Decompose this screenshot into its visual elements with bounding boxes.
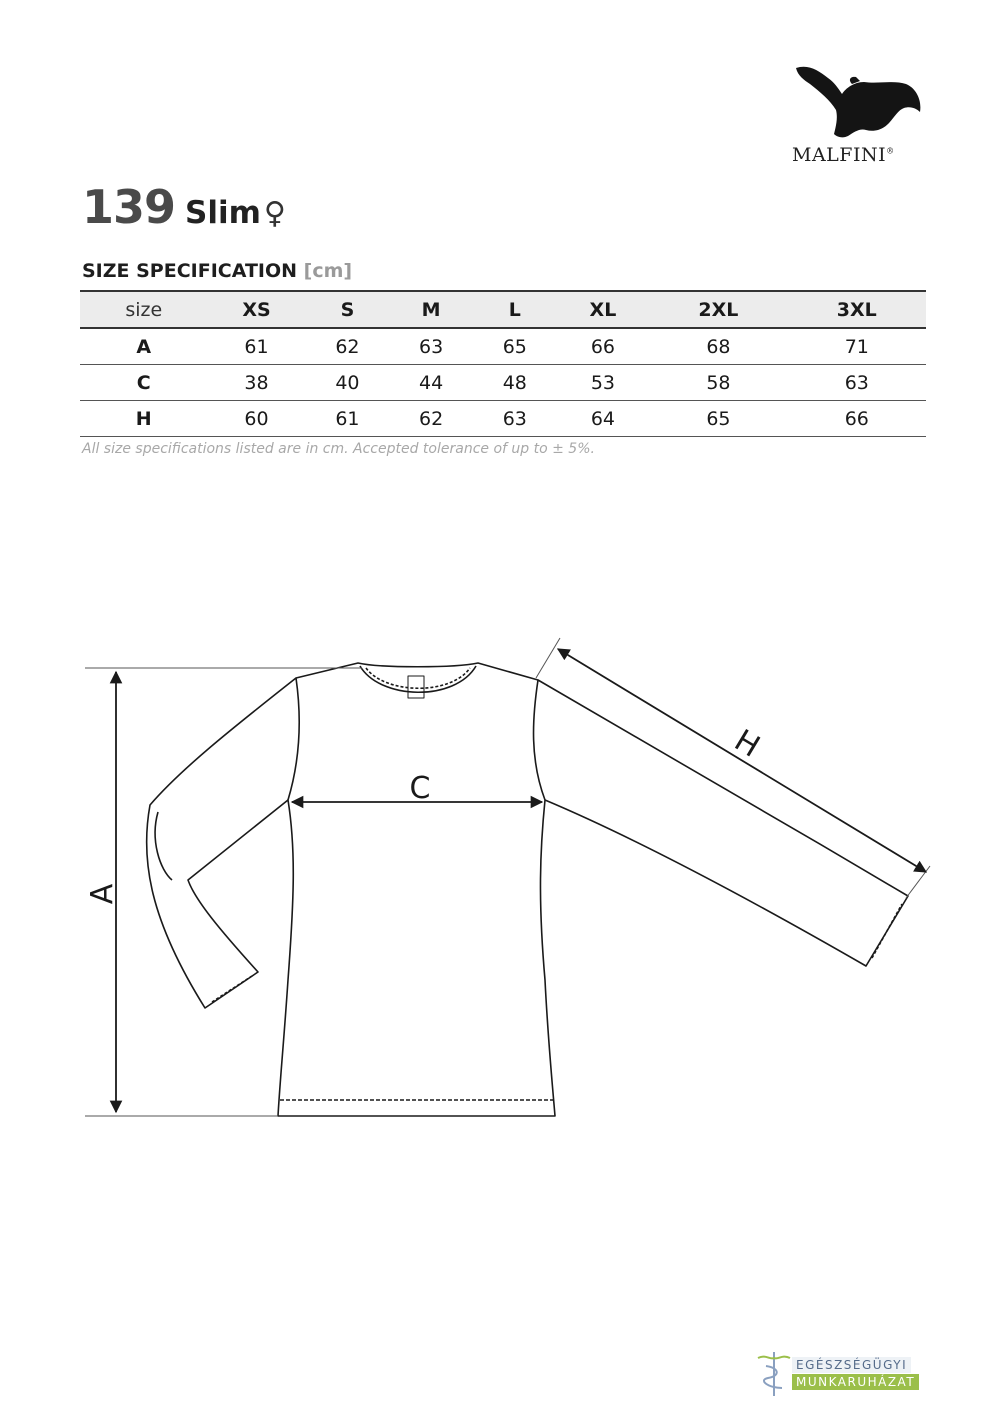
malfini-logo (788, 62, 933, 172)
tolerance-note: All size specifications listed are in cm. Accepted tolerance of up to ± 5%. (82, 441, 595, 457)
product-number: 139 (82, 180, 176, 234)
table-cell: 66 (590, 335, 616, 358)
header-cell: XS (242, 298, 271, 321)
table-cell: 63 (419, 335, 444, 358)
table-cell: 53 (590, 371, 616, 394)
row-label: H (135, 407, 152, 430)
table-cell: 40 (335, 371, 360, 394)
size-header-row (80, 291, 926, 328)
table-cell: 58 (706, 371, 731, 394)
header-cell: 2XL (698, 298, 739, 321)
eagle-icon (794, 62, 924, 140)
table-cell: 65 (706, 407, 731, 430)
tshirt-measurement-diagram (0, 620, 1000, 1140)
header-cell: XL (589, 298, 617, 321)
table-row (80, 365, 926, 401)
table-row (80, 328, 926, 365)
header-cell: size (125, 298, 163, 321)
table-cell: 62 (419, 407, 444, 430)
header-cell: S (340, 298, 355, 321)
table-cell: 68 (706, 335, 731, 358)
healthcare-workwear-badge (754, 1348, 934, 1398)
table-cell: 65 (502, 335, 527, 358)
product-title (82, 180, 286, 234)
size-table (80, 290, 926, 437)
table-cell: 61 (244, 335, 269, 358)
badge-line-1: EGÉSZSÉGÜGYI (792, 1357, 911, 1373)
header-cell: L (508, 298, 521, 321)
tshirt-outline (147, 663, 908, 1116)
header-cell: M (421, 298, 441, 321)
row-label: C (136, 371, 151, 394)
row-label: A (136, 335, 152, 358)
table-cell: 71 (844, 335, 869, 358)
table-cell: 60 (244, 407, 269, 430)
spec-heading: SIZE SPECIFICATION [cm] (82, 260, 353, 282)
dimension-a-label: A (85, 883, 120, 905)
table-cell: 61 (335, 407, 360, 430)
dimension-lines (85, 638, 930, 1116)
table-cell: 44 (419, 371, 444, 394)
header-cell: 3XL (836, 298, 877, 321)
table-cell: 64 (590, 407, 616, 430)
table-cell: 63 (502, 407, 527, 430)
table-cell: 63 (844, 371, 869, 394)
table-row (80, 401, 926, 437)
table-cell: 62 (335, 335, 360, 358)
dimension-c-label: C (409, 771, 431, 806)
table-cell: 48 (502, 371, 527, 394)
caduceus-icon (754, 1348, 794, 1398)
table-cell: 66 (844, 407, 869, 430)
product-name: Slim (185, 195, 261, 231)
female-symbol-icon: ♀ (263, 196, 286, 231)
badge-line-2: MUNKARUHÁZAT (792, 1374, 919, 1390)
table-cell: 38 (244, 371, 269, 394)
brand-wordmark: MALFINI® (792, 144, 895, 166)
dimension-h-label: H (728, 723, 766, 765)
